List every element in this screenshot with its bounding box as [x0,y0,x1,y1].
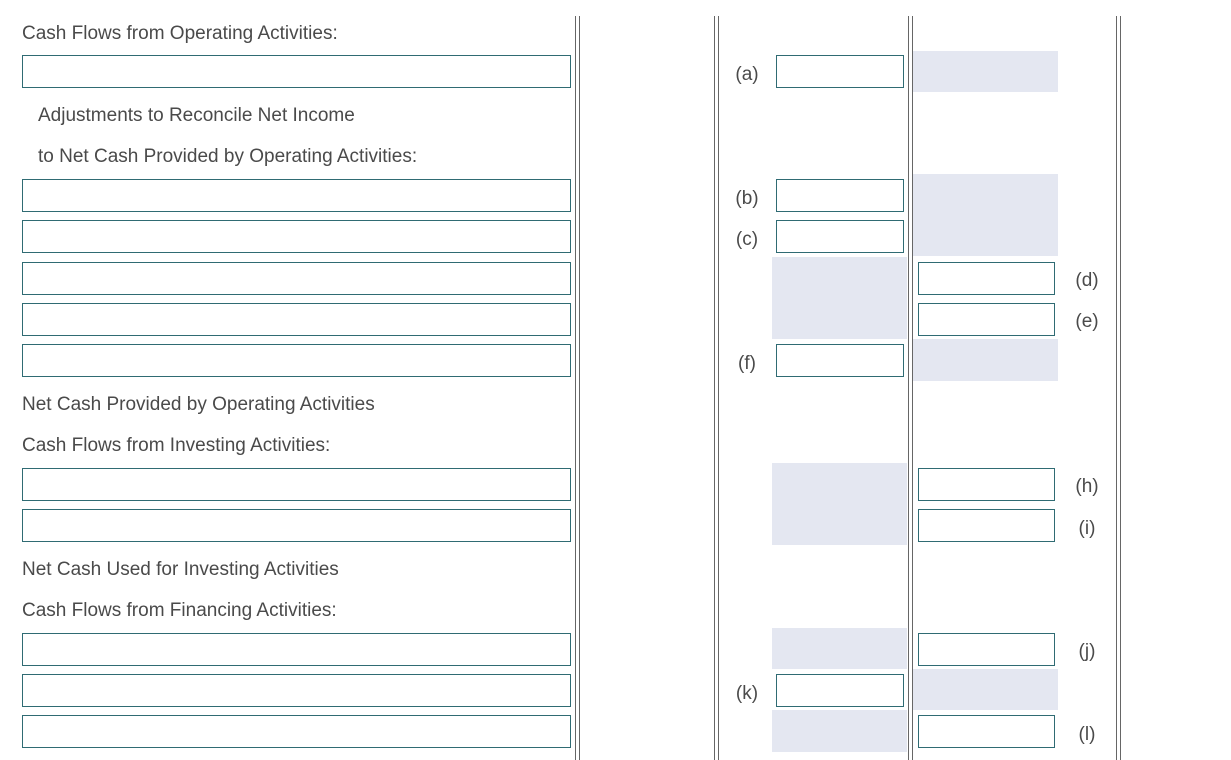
investing-description-input[interactable] [22,468,571,501]
marker-c: (c) [735,229,759,250]
amount-input-e[interactable] [918,303,1055,336]
financing-description-input[interactable] [22,633,571,666]
column-divider [912,16,913,760]
amount-input-l[interactable] [918,715,1055,748]
investing-description-input[interactable] [22,509,571,542]
amount-input-i[interactable] [918,509,1055,542]
adjustments-heading-line1: Adjustments to Reconcile Net Income [38,105,355,126]
adjustment-description-input[interactable] [22,179,571,212]
adjustment-description-input[interactable] [22,262,571,295]
marker-b: (b) [735,188,759,209]
financing-activities-heading: Cash Flows from Financing Activities: [22,600,337,621]
operating-activities-heading: Cash Flows from Operating Activities: [22,23,338,44]
net-cash-investing-label: Net Cash Used for Investing Activities [22,559,339,580]
operating-description-input[interactable] [22,55,571,88]
amount-input-j[interactable] [918,633,1055,666]
amount-input-d[interactable] [918,262,1055,295]
marker-i: (i) [1078,518,1096,539]
marker-a: (a) [735,64,759,85]
shaded-cell [772,710,907,752]
amount-input-b[interactable] [776,179,904,212]
financing-description-input[interactable] [22,715,571,748]
shaded-cell [913,669,1058,710]
shaded-cell [913,51,1058,92]
investing-activities-heading: Cash Flows from Investing Activities: [22,435,331,456]
column-divider [908,16,909,760]
marker-f: (f) [738,353,756,374]
shaded-cell [913,339,1058,381]
marker-h: (h) [1075,476,1099,497]
column-divider [579,16,580,760]
amount-input-h[interactable] [918,468,1055,501]
column-divider [1120,16,1121,760]
net-cash-operating-label: Net Cash Provided by Operating Activities [22,394,375,415]
column-divider [714,16,715,760]
amount-input-c[interactable] [776,220,904,253]
shaded-cell [913,174,1058,256]
marker-d: (d) [1075,270,1099,291]
shaded-cell [772,257,907,339]
amount-input-a[interactable] [776,55,904,88]
adjustment-description-input[interactable] [22,303,571,336]
shaded-cell [772,628,907,669]
column-divider [575,16,576,760]
shaded-cell [772,463,907,545]
column-divider [718,16,719,760]
amount-input-k[interactable] [776,674,904,707]
marker-k: (k) [735,683,759,704]
marker-j: (j) [1078,641,1096,662]
marker-l: (l) [1078,724,1096,745]
amount-input-f[interactable] [776,344,904,377]
adjustment-description-input[interactable] [22,344,571,377]
adjustment-description-input[interactable] [22,220,571,253]
financing-description-input[interactable] [22,674,571,707]
marker-e: (e) [1075,311,1099,332]
column-divider [1116,16,1117,760]
adjustments-heading-line2: to Net Cash Provided by Operating Activities: [38,146,418,167]
